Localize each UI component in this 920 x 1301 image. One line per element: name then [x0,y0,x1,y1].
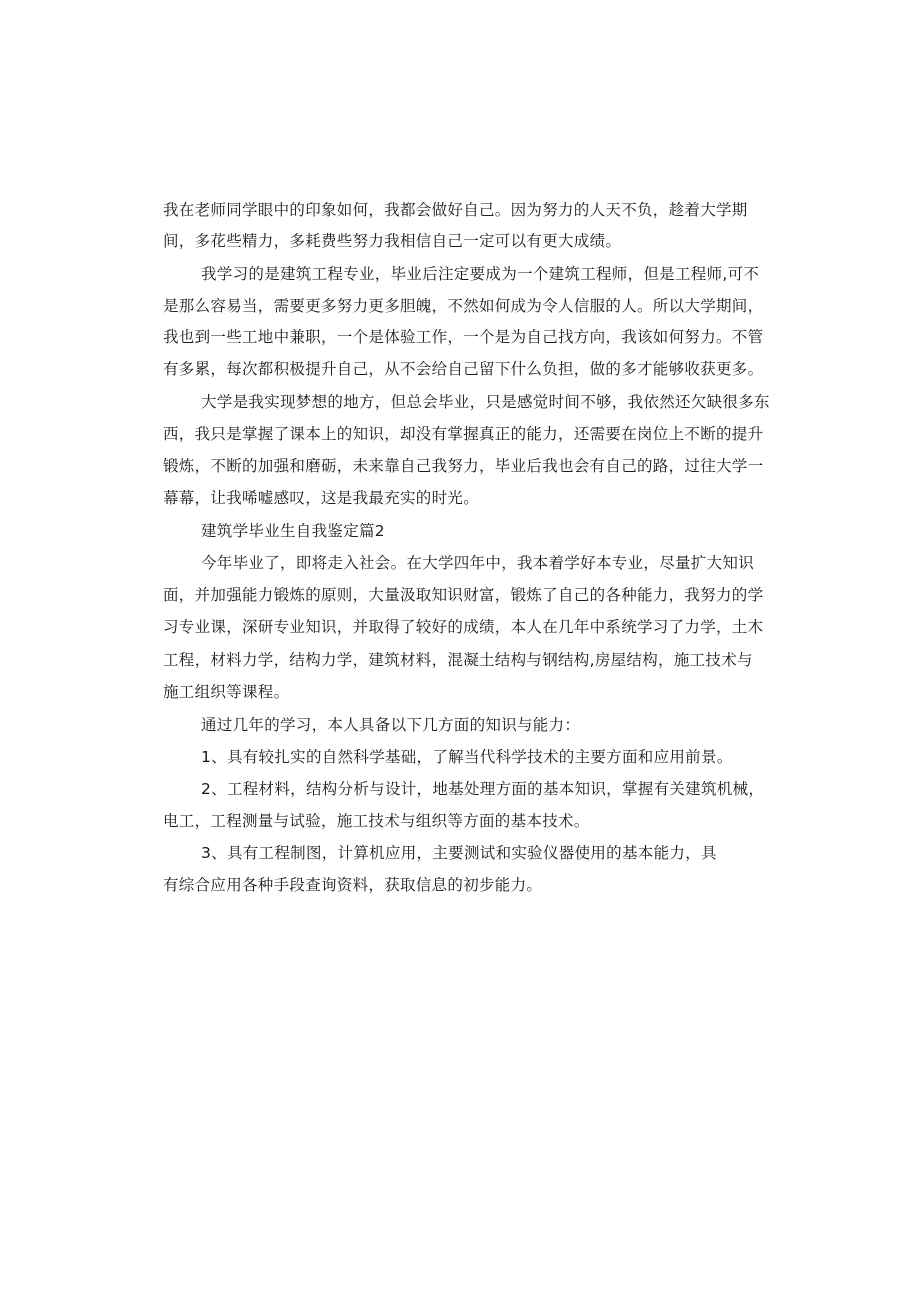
text-line: 面，并加强能力锻炼的原则，大量汲取知识财富，锻炼了自己的各种能力，我努力的学 [163,586,764,604]
text-line: 间，多花些精力，多耗费些努力我相信自己一定可以有更大成绩。 [163,232,622,250]
text-line: 电工，工程测量与试验，施工技术与组织等方面的基本技术。 [163,812,590,830]
list-item: 3、具有工程制图，计算机应用，主要测试和实验仪器使用的基本能力，具 [201,844,717,862]
list-item: 2、工程材料，结构分析与设计，地基处理方面的基本知识，掌握有关建筑机械， [201,780,765,798]
text-line: 施工组织等课程。 [163,683,290,701]
text-line: 西，我只是掌握了课本上的知识，却没有掌握真正的能力，还需要在岗位上不断的提升 [163,425,764,443]
text-line: 今年毕业了，即将走入社会。在大学四年中，我本着学好本专业，尽量扩大知识 [201,554,755,572]
text-line: 我也到一些工地中兼职，一个是体验工作，一个是为自己找方向，我该如何努力。不管 [163,328,764,346]
text-line: 通过几年的学习，本人具备以下几方面的知识与能力： [201,716,581,734]
text-line: 是那么容易当，需要更多努力更多胆魄，不然如何成为令人信服的人。所以大学期间， [163,297,764,315]
text-line: 习专业课，深研专业知识，并取得了较好的成绩，本人在几年中系统学习了力学，土木 [163,618,764,636]
text-line: 锻炼，不断的加强和磨砺，未来靠自己我努力，毕业后我也会有自己的路，过往大学一 [163,457,764,475]
text-line: 幕幕，让我唏嘘感叹，这是我最充实的时光。 [163,489,480,507]
text-line: 工程，材料力学，结构力学，建筑材料，混凝土结构与钢结构,房屋结构，施工技术与 [163,651,753,669]
text-line: 我学习的是建筑工程专业，毕业后注定要成为一个建筑工程师，但是工程师,可不 [201,265,760,283]
text-line: 有综合应用各种手段查询资料，获取信息的初步能力。 [163,876,543,894]
text-line: 有多累，每次都积极提升自己，从不会给自己留下什么负担，做的多才能够收获更多。 [163,360,764,378]
text-line: 我在老师同学眼中的印象如何，我都会做好自己。因为努力的人天不负，趁着大学期 [163,201,748,219]
text-line: 大学是我实现梦想的地方，但总会毕业，只是感觉时间不够，我依然还欠缺很多东 [201,393,770,411]
list-item: 1、具有较扎实的自然科学基础，了解当代科学技术的主要方面和应用前景。 [201,748,733,766]
section-heading: 建筑学毕业生自我鉴定篇2 [201,522,385,540]
